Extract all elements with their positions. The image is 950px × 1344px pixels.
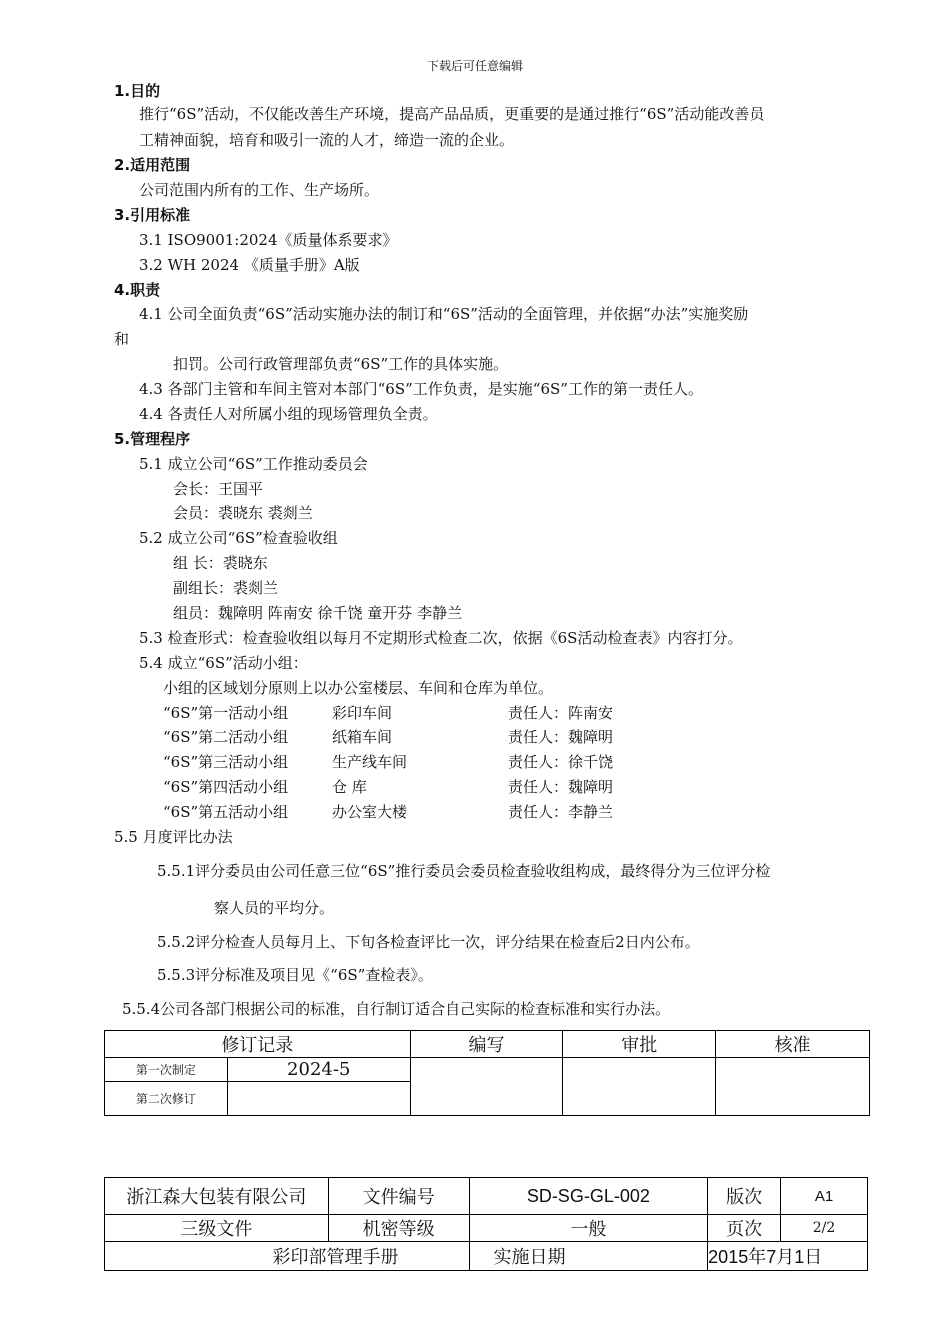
approve-cell	[716, 1058, 870, 1116]
revision-row-label: 第一次制定	[105, 1058, 228, 1082]
section-4-item-4: 4.4 各责任人对所属小组的现场管理负全责。	[139, 405, 438, 423]
section-5-2: 5.2 成立公司“6S”检查验收组	[139, 529, 338, 547]
group-area: 生产线车间	[332, 753, 408, 771]
review-cell	[563, 1058, 716, 1116]
company-name: 浙江森大包装有限公司	[105, 1178, 329, 1215]
section-5-5-3: 5.5.3评分标准及项目见《“6S”查检表》。	[157, 966, 433, 984]
section-4-item-1-line-a: 4.1 公司全面负责“6S”活动实施办法的制订和“6S”活动的全面管理，并依据“办法”实施奖励	[139, 305, 749, 323]
group-owner: 责任人：魏障明	[508, 778, 614, 796]
group-name: “6S”第二活动小组	[163, 728, 289, 746]
section-5-5-4: 5.5.4公司各部门根据公司的标准，自行制订适合自己实际的检查标准和实行办法。	[122, 1000, 671, 1018]
version-label: 版次	[708, 1178, 781, 1215]
section-1-text-line2: 工精神面貌，培育和吸引一流的人才，缔造一流的企业。	[139, 131, 515, 149]
group-area: 仓 库	[332, 778, 367, 796]
header-note: 下载后可任意编辑	[426, 59, 523, 73]
doc-number-label: 文件编号	[328, 1178, 469, 1215]
group-area: 纸箱车间	[332, 728, 393, 746]
secrecy-value: 一般	[469, 1215, 708, 1242]
section-5-5-1-line-a: 5.5.1评分委员由公司任意三位“6S”推行委员会委员检查验收组构成，最终得分为三位评分检	[157, 862, 771, 880]
section-3-title: 3.引用标准	[114, 206, 191, 224]
review-header: 审批	[563, 1031, 716, 1058]
group-owner: 责任人：阵南安	[508, 704, 614, 722]
section-1-text-line1: 推行“6S”活动，不仅能改善生产环境，提高产品品质，更重要的是通过推行“6S”活动能改善员	[139, 105, 765, 123]
section-5-1-members: 会员：裘晓东 裘剡兰	[173, 504, 313, 522]
group-owner: 责任人：徐千饶	[508, 753, 614, 771]
section-4-item-1-line-b: 和	[114, 330, 130, 348]
section-4-item-3: 4.3 各部门主管和车间主管对本部门“6S”工作负责，是实施“6S”工作的第一责任人。	[139, 380, 703, 398]
group-name: “6S”第三活动小组	[163, 753, 289, 771]
section-5-1-chair: 会长：王国平	[173, 480, 264, 498]
version-value: A1	[781, 1178, 868, 1215]
group-name: “6S”第四活动小组	[163, 778, 289, 796]
author-cell	[410, 1058, 563, 1116]
page-number: 2/2	[781, 1215, 868, 1242]
section-5-title: 5.管理程序	[114, 430, 191, 448]
section-5-2-vice: 副组长：裘剡兰	[173, 579, 279, 597]
section-5-4: 5.4 成立“6S”活动小组：	[139, 654, 308, 672]
implementation-date-label: 实施日期	[469, 1242, 708, 1271]
section-4-title: 4.职责	[114, 281, 161, 299]
section-3-item-1: 3.1 ISO9001:2024《质量体系要求》	[139, 231, 398, 249]
group-name: “6S”第五活动小组	[163, 803, 289, 821]
secrecy-label: 机密等级	[328, 1215, 469, 1242]
revision-table	[104, 1030, 870, 1116]
section-2-text: 公司范围内所有的工作、生产场所。	[139, 181, 380, 199]
section-1-title: 1.目的	[114, 82, 161, 100]
group-owner: 责任人：魏障明	[508, 728, 614, 746]
section-5-5: 5.5 月度评比办法	[114, 828, 233, 846]
section-2-title: 2.适用范围	[114, 156, 191, 174]
section-5-4-desc: 小组的区域划分原则上以办公室楼层、车间和仓库为单位。	[163, 679, 554, 697]
section-5-3: 5.3 检查形式：检查验收组以每月不定期形式检查二次，依据《6S活动检查表》内容打分。	[139, 629, 743, 647]
section-5-5-2: 5.5.2评分检查人员每月上、下旬各检查评比一次，评分结果在检查后2日内公布。	[157, 933, 700, 951]
section-5-2-leader: 组 长：裘晓东	[173, 554, 268, 572]
footer-table	[104, 1177, 868, 1271]
manual-title: 彩印部管理手册	[105, 1242, 470, 1271]
doc-number: SD-SG-GL-002	[469, 1178, 708, 1215]
section-5-2-members: 组员：魏障明 阵南安 徐千饶 童开芬 李静兰	[173, 604, 463, 622]
section-4-item-1-line-c: 扣罚。公司行政管理部负责“6S”工作的具体实施。	[173, 355, 509, 373]
author-header: 编写	[410, 1031, 563, 1058]
group-area: 办公室大楼	[332, 803, 408, 821]
group-area: 彩印车间	[332, 704, 393, 722]
revision-row-value	[227, 1082, 410, 1116]
document-level: 三级文件	[105, 1215, 329, 1242]
section-5-1: 5.1 成立公司“6S”工作推动委员会	[139, 455, 368, 473]
implementation-date: 2015年7月1日	[708, 1242, 868, 1271]
page-label: 页次	[708, 1215, 781, 1242]
revision-row-label: 第二次修订	[105, 1082, 228, 1116]
section-5-5-1-line-b: 察人员的平均分。	[214, 899, 335, 917]
approve-header: 核准	[716, 1031, 870, 1058]
revision-row-value: 2024-5	[227, 1058, 410, 1082]
group-name: “6S”第一活动小组	[163, 704, 289, 722]
group-owner: 责任人：李静兰	[508, 803, 614, 821]
section-3-item-2: 3.2 WH 2024 《质量手册》A版	[139, 256, 360, 274]
revision-header: 修订记录	[105, 1031, 411, 1058]
